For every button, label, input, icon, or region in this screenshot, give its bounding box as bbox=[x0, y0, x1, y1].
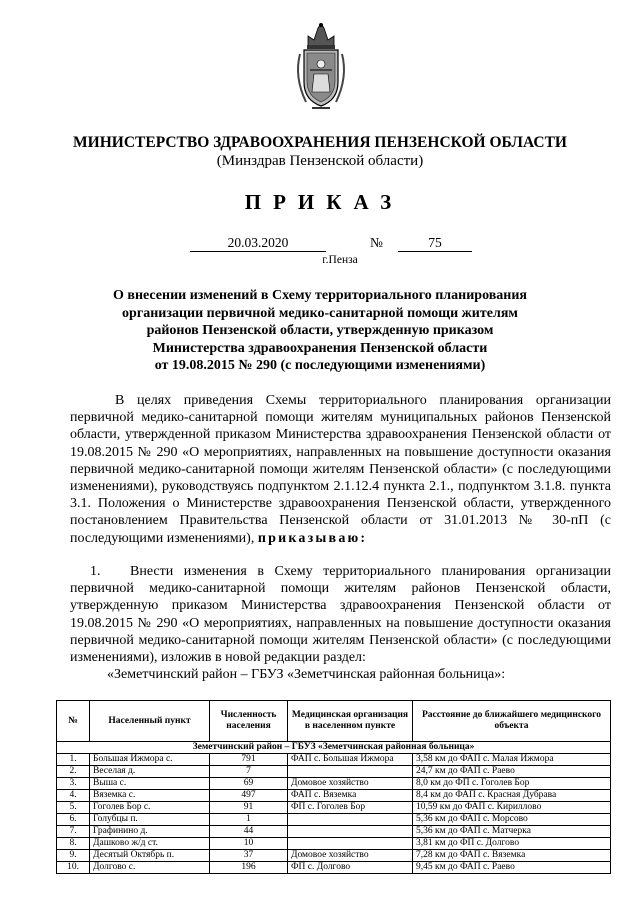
table-cell: Домовое хозяйство bbox=[288, 778, 413, 790]
table-cell bbox=[288, 766, 413, 778]
table-cell: 3. bbox=[57, 778, 90, 790]
order-city: г.Пенза bbox=[322, 254, 358, 266]
penza-coat-of-arms-icon bbox=[292, 22, 350, 114]
table-cell: 1. bbox=[57, 754, 90, 766]
table-cell: 7. bbox=[57, 826, 90, 838]
table-cell: Десятый Октябрь п. bbox=[90, 850, 210, 862]
table-cell bbox=[288, 814, 413, 826]
header-cell: Населенный пункт bbox=[90, 701, 210, 742]
header-cell: № bbox=[57, 701, 90, 742]
clause-number: 1. bbox=[90, 564, 101, 579]
subject-line: О внесении изменений в Схему территориального планирования bbox=[113, 288, 527, 303]
ministry-name: МИНИСТЕРСТВО ЗДРАВООХРАНЕНИЯ ПЕНЗЕНСКОЙ ОБЛАСТИ bbox=[73, 134, 567, 151]
table-cell: Долгово с. bbox=[90, 862, 210, 874]
table-row bbox=[57, 826, 611, 838]
table-cell: Дашково ж/д ст. bbox=[90, 838, 210, 850]
subject-line: от 19.08.2015 № 290 (с последующими изменениями) bbox=[154, 358, 486, 373]
table-cell: 7 bbox=[210, 766, 288, 778]
table-cell: ФАП с. Большая Ижмора bbox=[288, 754, 413, 766]
table-cell: 24,7 км до ФАП с. Раево bbox=[413, 766, 611, 778]
clause-1-text: Внести изменения в Схему территориального планирования организации первичной медико-санитарной помощи жителям районов Пензенской области, утвержденную приказом Министерства здравоохранения Пензенской области от 19.08.2015 № 290 «О мероприятиях, направленных на повышение доступности оказания первичной медико-санитарной помощи жителям Пензенской области» (с последующими изменениями), изложив в новой редакции раздел: bbox=[70, 564, 611, 666]
table-cell: 44 bbox=[210, 826, 288, 838]
group-title: Земетчинский район – ГБУЗ «Земетчинская районная больница» bbox=[57, 742, 611, 754]
subject-line: организации первичной медико-санитарной помощи жителям bbox=[122, 305, 518, 321]
table-cell: 8. bbox=[57, 838, 90, 850]
table-cell: 196 bbox=[210, 862, 288, 874]
order-date: 20.03.2020 bbox=[190, 235, 326, 252]
table-cell: 8,4 км до ФАП с. Красная Дубрава bbox=[413, 790, 611, 802]
table-cell: 3,58 км до ФАП с. Малая Ижмора bbox=[413, 754, 611, 766]
table-row bbox=[57, 754, 611, 766]
number-sign: № bbox=[370, 235, 383, 250]
table-cell: Веселая д. bbox=[90, 766, 210, 778]
table-cell: Большая Ижмора с. bbox=[90, 754, 210, 766]
table-row bbox=[57, 766, 611, 778]
table-cell: 37 bbox=[210, 850, 288, 862]
table-cell: 10. bbox=[57, 862, 90, 874]
table-cell: 1 bbox=[210, 814, 288, 826]
table-header-row bbox=[57, 701, 611, 742]
table-cell: ФАП с. Вяземка bbox=[288, 790, 413, 802]
header-cell: Расстояние до ближайшего медицинского объекта bbox=[413, 701, 611, 742]
table-cell: 6. bbox=[57, 814, 90, 826]
table-row bbox=[57, 814, 611, 826]
table-cell bbox=[288, 838, 413, 850]
table-cell: Выша с. bbox=[90, 778, 210, 790]
table-cell: Голубцы п. bbox=[90, 814, 210, 826]
table-cell: 8,0 км до ФП с. Гоголев Бор bbox=[413, 778, 611, 790]
clause-1-paragraph bbox=[70, 563, 611, 666]
table-cell: ФП с. Долгово bbox=[288, 862, 413, 874]
preamble-text: В целях приведения Схемы территориального планирования организации первичной медико-санитарной помощи жителям муниципальных районов Пензенской области, утвержденной приказом Министерства здравоохранения Пензенской области от 19.08.2015 № 290 «О мероприятиях, направленных на повышение доступности оказания первичной медико-санитарной помощи жителям Пензенской области» (с последующими изменениями), руководствуясь подпунктом 2.1.12.4 пункта 2.1., подпунктом 3.1.8. пункта 3.1. Положения о Министерстве здравоохранения Пензенской области, утвержденного постановлением Правительства Пензенской области от 31.01.2013 № 30-пП (с последующими изменениями), bbox=[70, 393, 611, 546]
table-cell: 791 bbox=[210, 754, 288, 766]
table-row bbox=[57, 838, 611, 850]
table-cell: 3,81 км до ФП с. Долгово bbox=[413, 838, 611, 850]
order-subject bbox=[70, 287, 570, 375]
table-row bbox=[57, 862, 611, 874]
table-cell: 7,28 км до ФАП с. Вяземка bbox=[413, 850, 611, 862]
table-cell: Вяземка с. bbox=[90, 790, 210, 802]
header-cell: Медицинская организация в населенном пункте bbox=[288, 701, 413, 742]
table-row bbox=[57, 778, 611, 790]
order-number: 75 bbox=[398, 235, 472, 252]
order-word: приказываю: bbox=[257, 530, 368, 546]
table-cell: 2. bbox=[57, 766, 90, 778]
table-cell: 10 bbox=[210, 838, 288, 850]
table-cell: 9. bbox=[57, 850, 90, 862]
table-cell: Домовое хозяйство bbox=[288, 850, 413, 862]
table-row bbox=[57, 790, 611, 802]
table-cell: 69 bbox=[210, 778, 288, 790]
document-title: ПРИКАЗ bbox=[244, 190, 404, 214]
preamble-paragraph bbox=[70, 392, 611, 547]
table-cell: 4. bbox=[57, 790, 90, 802]
table-cell: 9,45 км до ФАП с. Раево bbox=[413, 862, 611, 874]
table-cell: Гоголев Бор с. bbox=[90, 802, 210, 814]
table-cell: 5,36 км до ФАП с. Матчерка bbox=[413, 826, 611, 838]
table-cell: Графинино д. bbox=[90, 826, 210, 838]
table-cell: 91 bbox=[210, 802, 288, 814]
table-cell: 10,59 км до ФАП с. Кириллово bbox=[413, 802, 611, 814]
table-row bbox=[57, 850, 611, 862]
section-title-paragraph: «Земетчинский район – ГБУЗ «Земетчинская районная больница»: bbox=[107, 667, 506, 682]
district-table bbox=[56, 700, 611, 874]
subject-line: районов Пензенской области, утвержденную приказом bbox=[146, 323, 494, 338]
ministry-short-name: (Минздрав Пензенской области) bbox=[216, 153, 424, 169]
header-cell: Численность населения bbox=[210, 701, 288, 742]
table-cell: ФП с. Гоголев Бор bbox=[288, 802, 413, 814]
table-row bbox=[57, 802, 611, 814]
table-cell bbox=[288, 826, 413, 838]
table-cell: 5. bbox=[57, 802, 90, 814]
table-cell: 497 bbox=[210, 790, 288, 802]
group-row bbox=[57, 742, 611, 754]
table-cell: 5,36 км до ФАП с. Морсово bbox=[413, 814, 611, 826]
subject-line: Министерства здравоохранения Пензенской области bbox=[152, 340, 488, 356]
